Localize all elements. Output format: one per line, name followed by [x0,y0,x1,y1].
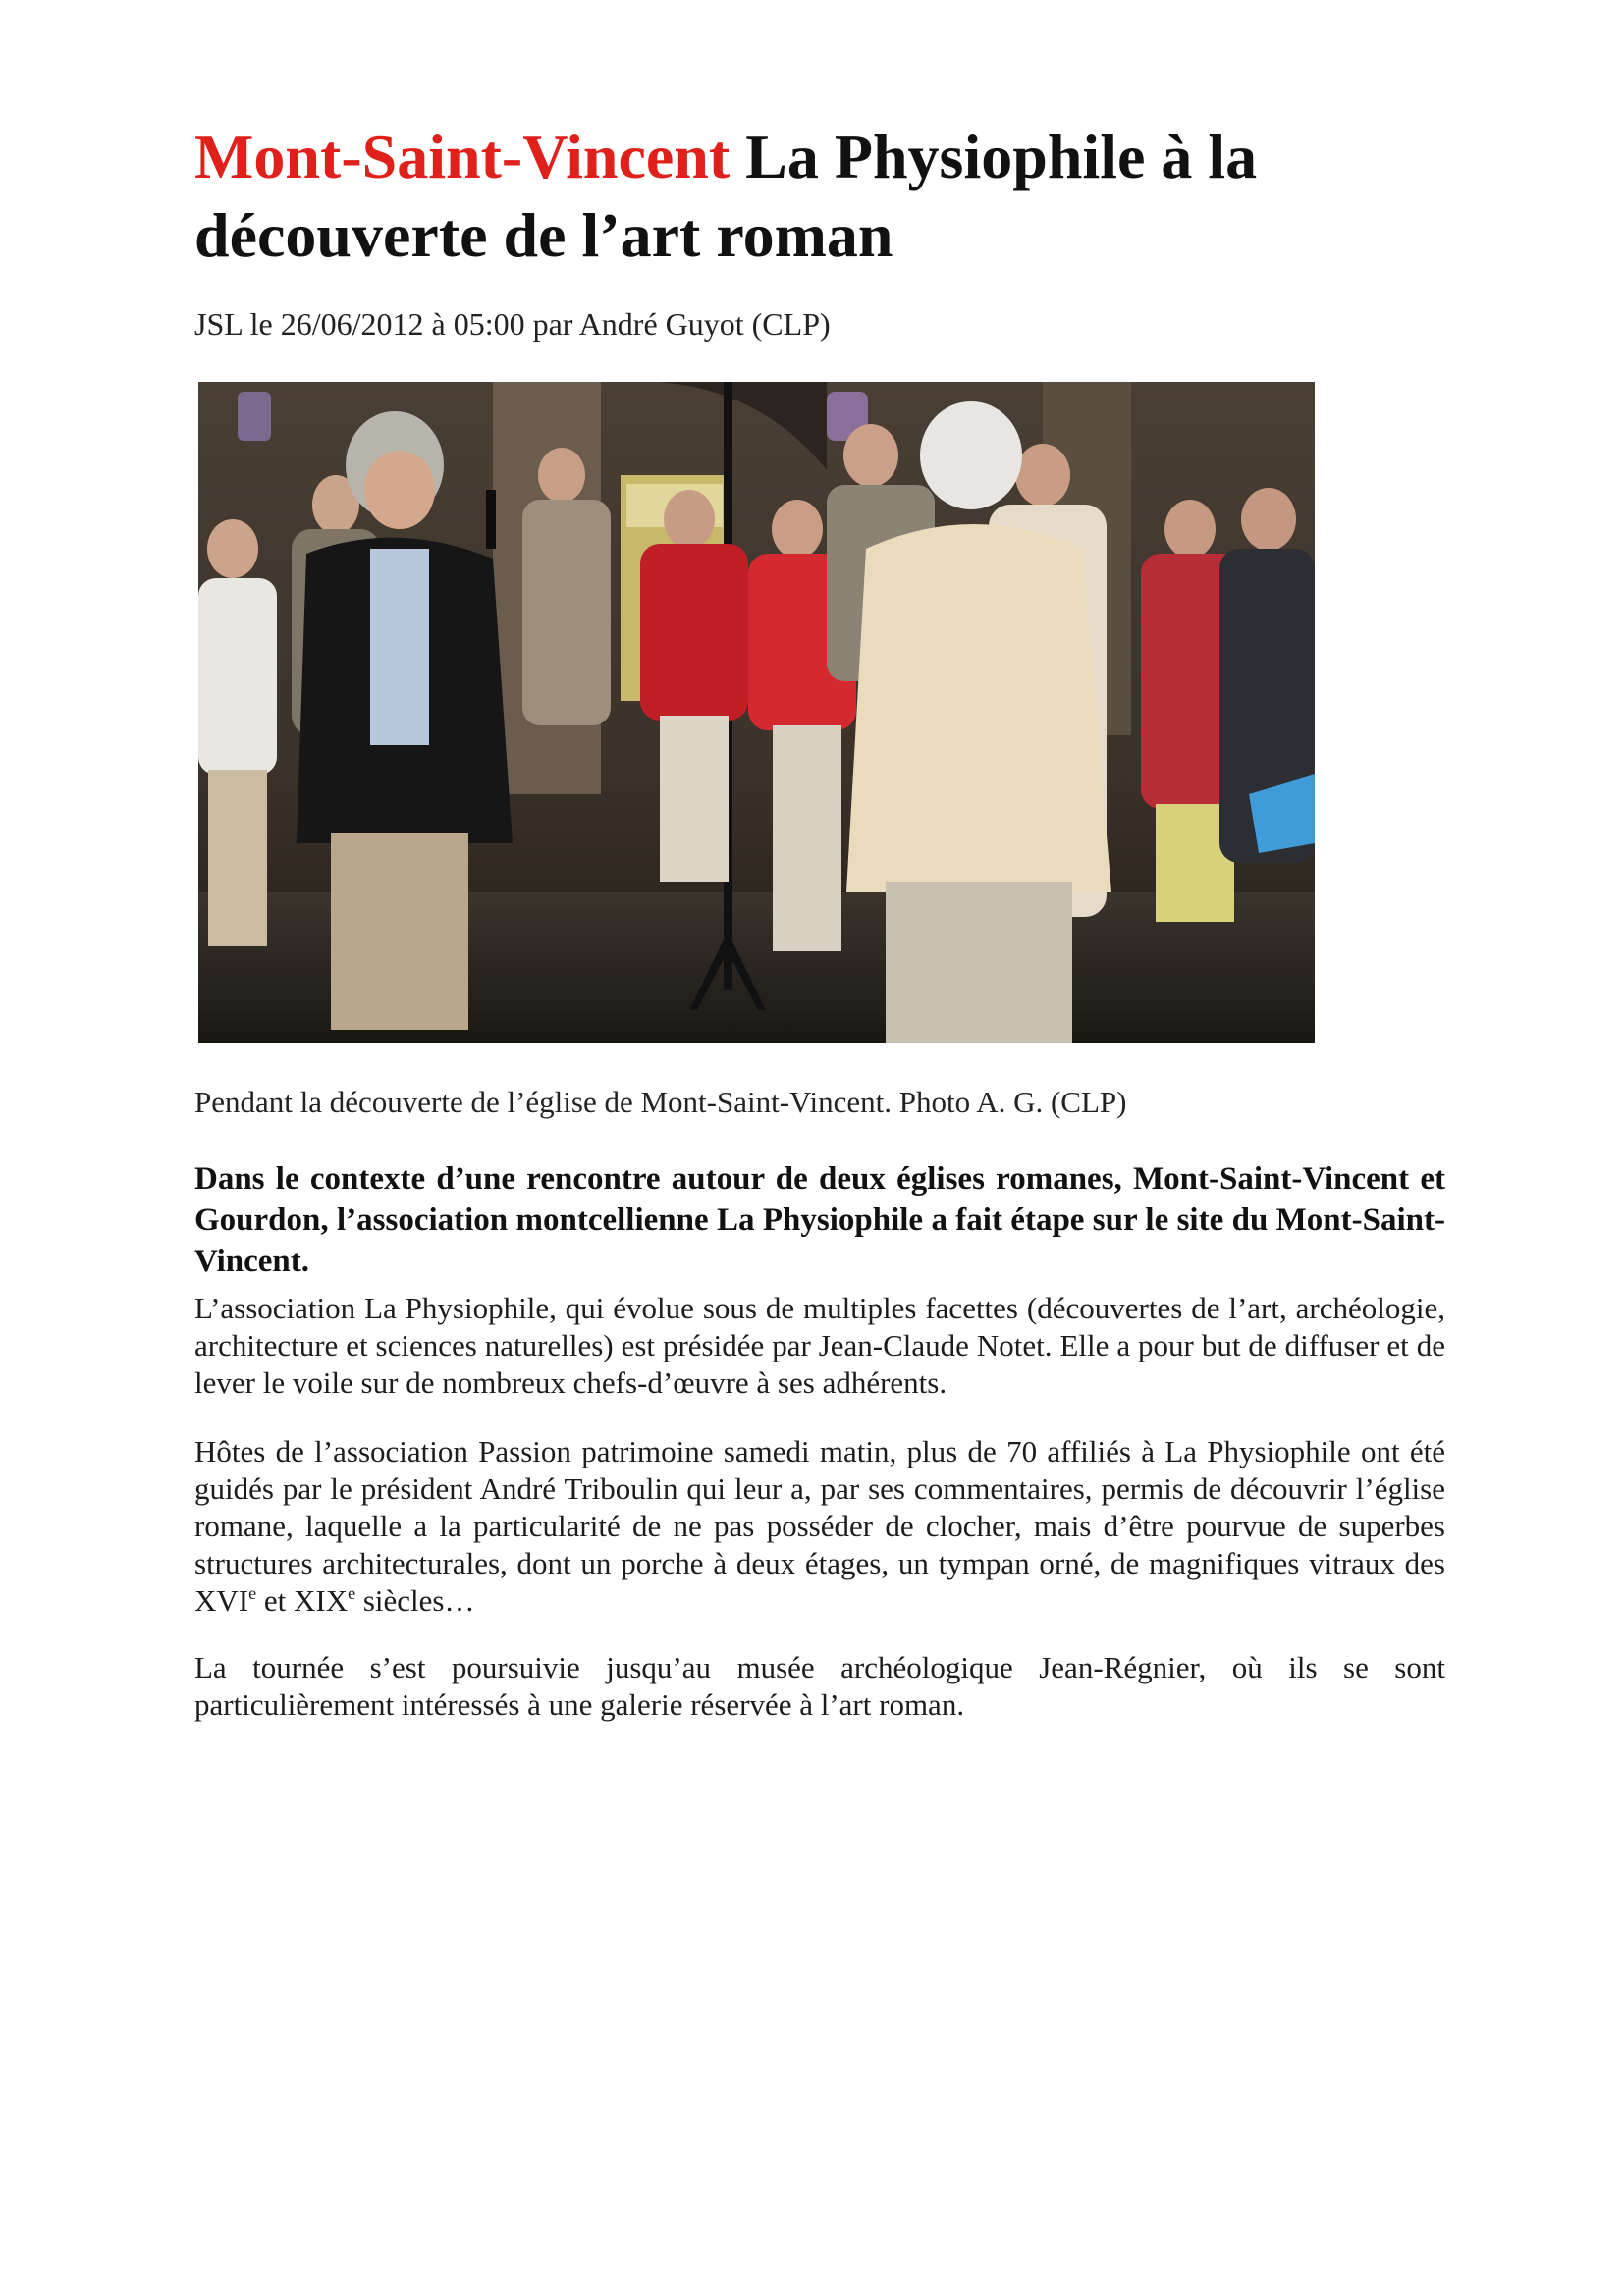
century-superscript: e [248,1583,257,1603]
church-group-photo [198,382,1315,1043]
article-photo [198,382,1315,1043]
article-paragraph-3: La tournée s’est poursuivie jusqu’au musée archéologique Jean-Régnier, où ils se sont particulièrement intéressés à une galerie réservée à l’art roman. [194,1650,1445,1722]
byline: JSL le 26/06/2012 à 05:00 par André Guyot (CLP) [194,306,831,342]
century-superscript: e [348,1583,356,1603]
paragraph-2-main: Hôtes de l’association Passion patrimoine samedi matin, plus de 70 affiliés à La Physiophile ont été guidés par le président André Triboulin qui leur a, par ses commentaires, permis de découvrir l’église romane, laquelle a la particularité de ne pas posséder de clocher, mais d’être pourvue de superbes structures architecturales, dont un porche à deux étages, un tympan orné, de magnifiques vitraux des XVI [194,1434,1445,1618]
article-paragraph-1: L’association La Physiophile, qui évolue sous de multiples facettes (découvertes de l’art, archéologie, architecture et sciences naturelles) est présidée par Jean-Claude Notet. Elle a pour but de diffuser et de lever le voile sur de nombreux chefs-d’œuvre à ses adhérents. [194,1291,1445,1400]
title-text: La Physiophile à la découverte de l’art roman [194,122,1258,270]
article-lead: Dans le contexte d’une rencontre autour de deux églises romanes, Mont-Saint-Vincent et Gourdon, l’association montcellienne La Physiophile a fait étape sur le site du Mont-Saint-Vincent. [194,1161,1445,1279]
paragraph-2-end: siècles… [355,1583,475,1618]
article-title [194,118,1432,275]
article-paragraph-2 [194,1433,1445,1620]
paragraph-2-mid: et XIX [256,1583,349,1618]
photo-caption: Pendant la découverte de l’église de Mont-Saint-Vincent. Photo A. G. (CLP) [194,1085,1127,1119]
title-place: Mont-Saint-Vincent [194,122,731,191]
